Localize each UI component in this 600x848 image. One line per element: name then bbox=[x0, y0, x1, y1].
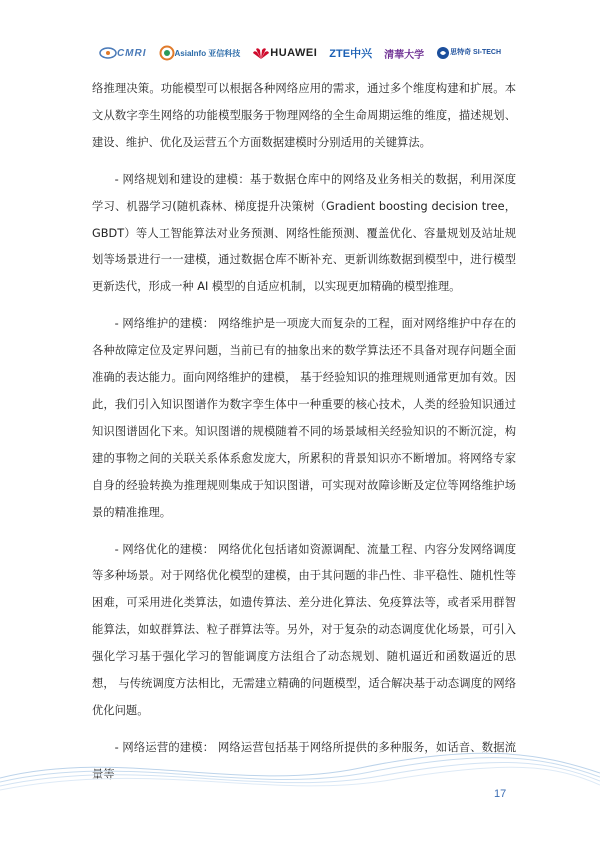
sitech-emblem-icon bbox=[436, 46, 450, 60]
cmri-logo: CMRI bbox=[99, 46, 147, 60]
paragraph-planning-construction: - 网络规划和建设的建模：基于数据仓库中的网络及业务相关的数据，利用深度学习、机器学习(随机森林、梯度提升决策树（Gradient boosting decision tree，GBDT）等人工智能算法对业务预测、网络性能预测、覆盖优化、容量规划及站址规划等场景进行一一建模，通过数据仓库不断补充、更新训练数据到模型中，进行模型更新迭代，形成一种 AI 模型的自适应机制，以实现更加精确的模型推理。 bbox=[92, 172, 516, 294]
document-body bbox=[92, 76, 516, 789]
footer-wave-decoration bbox=[0, 738, 600, 798]
huawei-petals-icon bbox=[252, 46, 270, 60]
paragraph-operations: - 网络运营的建模： 网络运营包括基于网络所提供的多种服务，如话音、数据流量等 bbox=[92, 740, 516, 781]
partner-logos-bar bbox=[0, 36, 600, 70]
paragraph-maintenance: - 网络维护的建模： 网络维护是一项庞大而复杂的工程，面对网络维护中存在的各种故障定位及定界问题，当前已有的抽象出来的数学算法还不具备对现存问题全面准确的表达能力。面向网络维护的建模， 基于经验知识的推理规则通常更加有效。因此，我们引入知识图谱作为数字孪生体中一种重要的核心技术，人类的经验知识通过知识图谱固化下来。知识图谱的规模随着不同的场景域相关经验知识的不断沉淀，构建的事物之间的关联关系体系愈发庞大，所累积的背景知识亦不断增加。将网络专家自身的经验转换为推理规则集成于知识图谱，可实现对故障诊断及定位等网络维护场景的精准推理。 bbox=[92, 317, 516, 519]
paragraph-intro: 络推理决策。功能模型可以根据各种网络应用的需求，通过多个维度构建和扩展。本文从数字孪生网络的功能模型服务于物理网络的全生命周期运维的维度，描述规划、建设、维护、优化及运营五个方面数据建模时分别适用的关键算法。 bbox=[92, 82, 516, 149]
asiainfo-emblem-icon bbox=[159, 45, 175, 61]
asiainfo-logo: AsiaInfo 亚信科技 bbox=[159, 45, 241, 61]
sitech-logo: 思特奇 SI-TECH bbox=[436, 46, 501, 60]
huawei-logo: HUAWEI bbox=[252, 46, 317, 60]
zte-logo: ZTE中兴 bbox=[329, 48, 373, 60]
tsinghua-logo: 清華大学 bbox=[384, 49, 425, 61]
cmri-emblem-icon bbox=[99, 46, 117, 60]
paragraph-optimization: - 网络优化的建模： 网络优化包括诸如资源调配、流量工程、内容分发网络调度等多种场景。对于网络优化模型的建模，由于其问题的非凸性、非平稳性、随机性等困难，可采用进化类算法，如遗传算法、差分进化算法、免疫算法等，或者采用群智能算法，如蚁群算法、粒子群算法等。另外，对于复杂的动态调度优化场景，可引入强化学习基于强化学习的智能调度方法组合了动态规划、随机逼近和函数逼近的思想， 与传统调度方法相比，无需建立精确的问题模型，适合解决基于动态调度的网络优化问题。 bbox=[92, 542, 516, 717]
page-number: 17 bbox=[494, 788, 507, 800]
